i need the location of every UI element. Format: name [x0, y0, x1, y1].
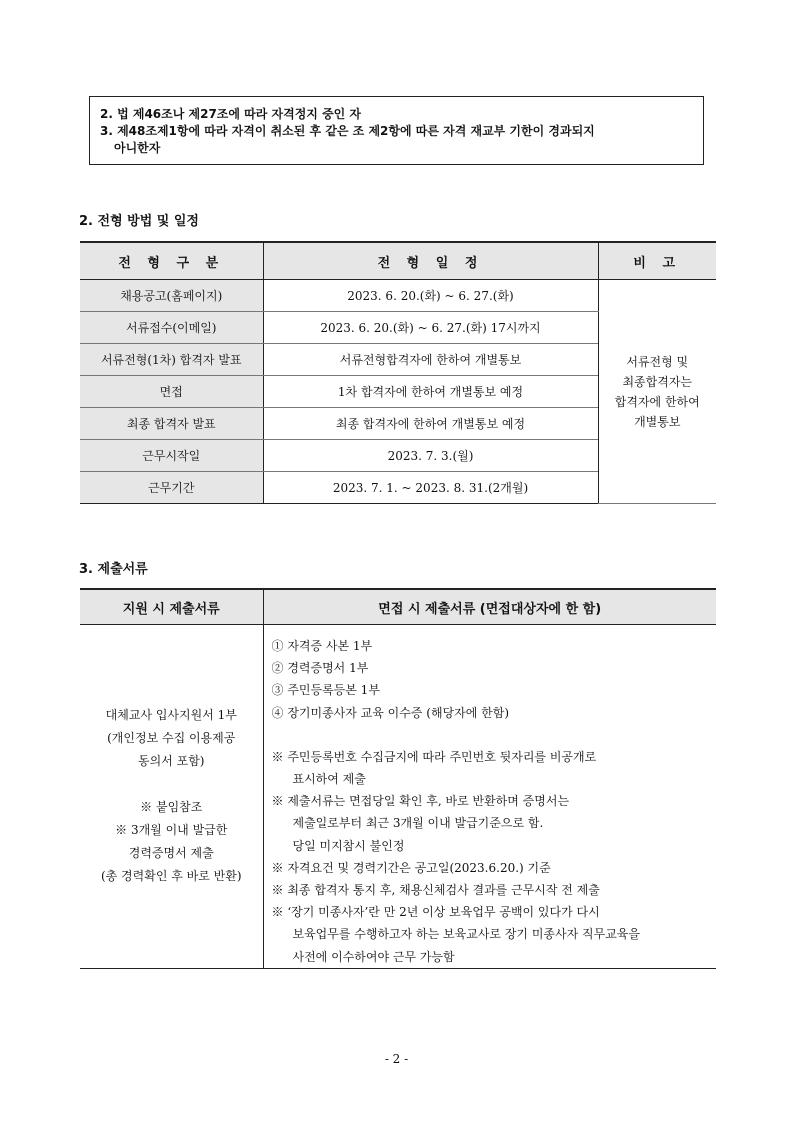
- application-doc-line: ※ 붙임참조: [140, 800, 203, 815]
- spacer: [272, 724, 717, 746]
- application-doc-line: 대체교사 입사지원서 1부: [105, 708, 237, 723]
- disqualification-criteria-box: [89, 96, 704, 165]
- note-line: ※ 제출서류는 면접당일 확인 후, 바로 반환하며 증명서는: [271, 794, 570, 809]
- header-schedule: 전 형 일 정: [263, 242, 598, 280]
- criteria-line-3-continued: 아니한자: [114, 141, 161, 155]
- row-schedule: 2023. 7. 3.(월): [263, 440, 598, 472]
- row-category: 근무기간: [80, 472, 263, 504]
- row-schedule: 서류전형합격자에 한하여 개별통보: [263, 344, 598, 376]
- document-item: ③ 주민등록등본 1부: [271, 683, 380, 698]
- row-category: 근무시작일: [80, 440, 263, 472]
- note-line: ※ 자격요건 및 경력기간은 공고일(2023.6.20.) 기준: [271, 860, 551, 875]
- criteria-line-2: 2. 법 제46조나 제27조에 따라 자격정지 중인 자: [100, 107, 362, 121]
- row-category: 최종 합격자 발표: [80, 408, 263, 440]
- row-category: 서류전형(1차) 합격자 발표: [80, 344, 263, 376]
- schedule-table-header: [80, 242, 716, 280]
- application-documents-cell: [80, 625, 263, 969]
- header-application-documents: 지원 시 제출서류: [80, 589, 263, 625]
- page-number: - 2 -: [384, 1052, 409, 1066]
- row-schedule: 2023. 7. 1. ~ 2023. 8. 31.(2개월): [263, 472, 598, 504]
- header-remarks: 비 고: [598, 242, 716, 280]
- remarks-line: 개별통보: [634, 414, 681, 429]
- table-row: [80, 280, 716, 312]
- note-line: 사전에 이수하여야 근무 가능함: [292, 949, 455, 964]
- row-schedule: 1차 합격자에 한하여 개별통보 예정: [263, 376, 598, 408]
- interview-documents-cell: [263, 625, 716, 969]
- remarks-cell: [598, 280, 716, 504]
- section-2-heading: 2. 전형 방법 및 일정: [79, 214, 199, 229]
- remarks-line: 합격자에 한하여: [614, 394, 700, 409]
- note-line: 보육업무를 수행하고자 하는 보육교사로 장기 미종사자 직무교육을: [292, 927, 640, 942]
- criteria-line-3: 3. 제48조제1항에 따라 자격이 취소된 후 같은 조 제2항에 따른 자격 재교부 기한이 경과되지: [100, 124, 595, 138]
- application-doc-line: (개인정보 수집 이용제공: [107, 731, 236, 746]
- documents-table: [80, 588, 716, 969]
- documents-table-row: [80, 625, 716, 969]
- note-line: ※ 주민등록번호 수집금지에 따라 주민번호 뒷자리를 비공개로: [271, 749, 597, 764]
- note-line: 제출일로부터 최근 3개월 이내 발급기준으로 함.: [292, 816, 544, 831]
- row-schedule: 2023. 6. 20.(화) ~ 6. 27.(화) 17시까지: [263, 312, 598, 344]
- row-category: 채용공고(홈페이지): [80, 280, 263, 312]
- document-item: ① 자격증 사본 1부: [271, 639, 373, 653]
- application-doc-line: 동의서 포함): [138, 754, 205, 769]
- note-line: ※ 최종 합격자 통지 후, 채용신체검사 결과를 근무시작 전 제출: [271, 883, 600, 898]
- schedule-table: [80, 241, 716, 504]
- header-category: 전 형 구 분: [80, 242, 263, 280]
- document-item: ④ 장기미종사자 교육 이수증 (해당자에 한함): [271, 705, 510, 720]
- documents-table-header: [80, 589, 716, 625]
- row-schedule: 2023. 6. 20.(화) ~ 6. 27.(화): [263, 280, 598, 312]
- remarks-line: 서류전형 및: [626, 354, 689, 369]
- application-doc-line: (총 경력확인 후 바로 반환): [100, 869, 242, 884]
- spacer: [80, 773, 263, 796]
- row-category: 면접: [80, 376, 263, 408]
- row-category: 서류접수(이메일): [80, 312, 263, 344]
- section-3-heading: 3. 제출서류: [79, 562, 148, 577]
- remarks-line: 최종합격자는: [622, 374, 693, 389]
- note-line: 당일 미지참시 불인정: [292, 838, 405, 853]
- row-schedule: 최종 합격자에 한하여 개별통보 예정: [263, 408, 598, 440]
- note-line: 표시하여 제출: [292, 772, 366, 787]
- header-interview-documents: 면접 시 제출서류 (면접대상자에 한 함): [263, 589, 716, 625]
- document-item: ② 경력증명서 1부: [271, 661, 369, 676]
- application-doc-line: ※ 3개월 이내 발급한: [115, 823, 228, 838]
- application-doc-line: 경력증명서 제출: [128, 846, 214, 861]
- note-line: ※ ‘장기 미종사자’란 만 2년 이상 보육업무 공백이 있다가 다시: [271, 905, 600, 920]
